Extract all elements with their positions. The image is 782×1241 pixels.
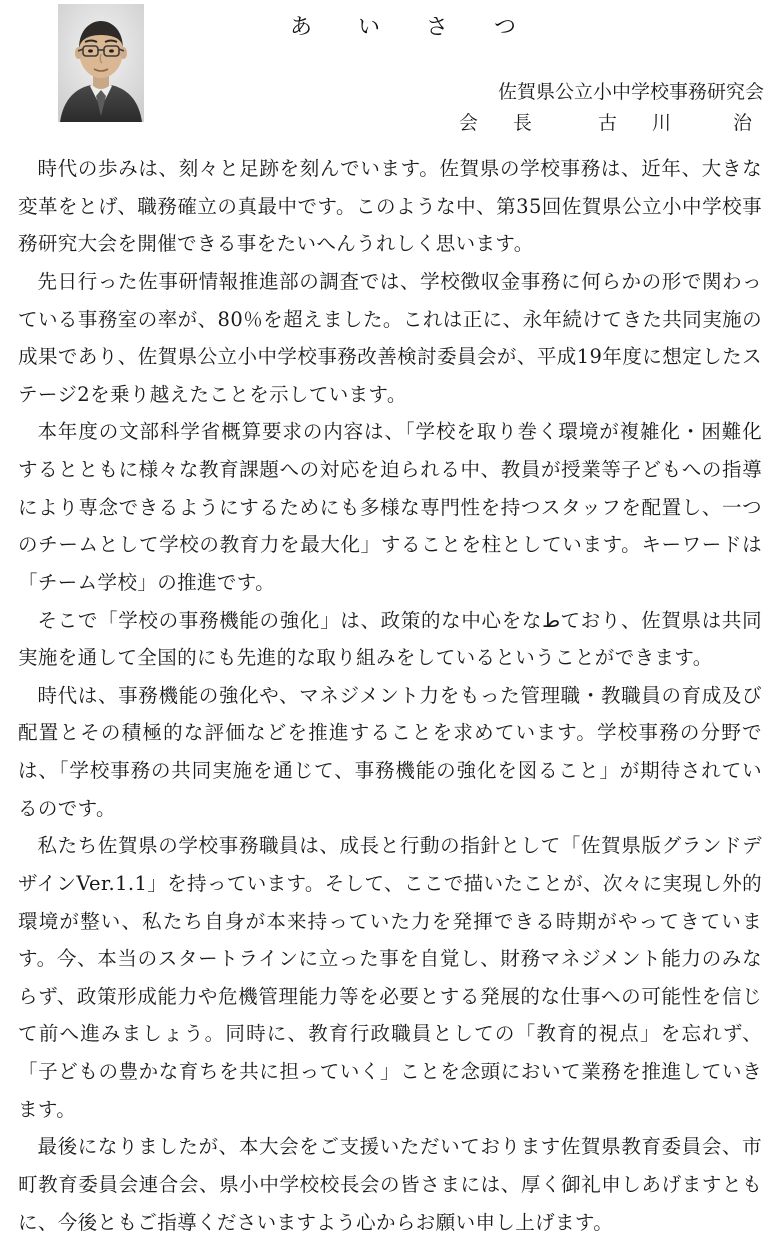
paragraph: 最後になりましたが、本大会をご支援いただいております佐賀県教育委員会、市町教育委員会連合会、県小中学校校長会の皆さまには、厚く御礼申しあげますともに、今後ともご指導くださいますよう心からお願い申し上げます。	[18, 1135, 762, 1234]
signature-person: 古 川 治	[597, 111, 760, 134]
document-header	[0, 0, 782, 150]
paragraph: 先日行った佐事研情報推進部の調査では、学校徴収金事務に何らかの形で関わっている事務室の率が、80％を超えました。これは正に、永年続けてきた共同実施の成果であり、佐賀県公立小中学校事務改善検討委員会が、平成19年度に想定したステージ2を乗り越えたことを示しています。	[18, 269, 762, 406]
signature-organization: 佐賀県公立小中学校事務研究会	[497, 81, 764, 103]
signature-name-line	[459, 109, 760, 138]
paragraph: 私たち佐賀県の学校事務職員は、成長と行動の指針として「佐賀県版グランドデザインVer.1.1」を持っています。そして、ここで描いたことが、次々に実現し外的環境が整い、私たち自身が本来持っていた力を発揮できる時期がやってきています。今、本当のスタートラインに立った事を自覚し、財務マネジメント能力のみならず、政策形成能力や危機管理能力等を必要とする発展的な仕事への可能性を信じて前へ進みましょう。同時に、教育行政職員としての「教育的視点」を忘れず、「子どもの豊かな育ちを共に担っていく」ことを念頭において業務を推進していきます。	[18, 834, 762, 1121]
page-title: あ い さ つ	[290, 15, 529, 40]
portrait-photo	[58, 4, 144, 122]
document-body	[0, 150, 782, 1241]
signature-post: 会 長	[458, 111, 540, 134]
paragraph: 時代の歩みは、刻々と足跡を刻んでいます。佐賀県の学校事務は、近年、大きな変革をとげ、職務確立の真最中です。このような中、第35回佐賀県公立小中学校事務研究大会を開催できる事をたいへんうれしく思います。	[18, 157, 762, 256]
signature-block	[459, 78, 764, 137]
paragraph: 本年度の文部科学省概算要求の内容は、「学校を取り巻く環境が複雑化・困難化するとともに様々な教育課題への対応を迫られる中、教員が授業等子どもへの指導により専念できるようにするためにも多様な専門性を持つスタッフを配置し、一つのチームとして学校の教育力を最大化」することを柱としています。キーワードは「チーム学校」の推進です。	[18, 420, 762, 594]
paragraph: 時代は、事務機能の強化や、マネジメント力をもった管理職・教職員の育成及び配置とその積極的な評価などを推進することを求めています。学校事務の分野では、「学校事務の共同実施を通じて、事務機能の強化を図ること」が期待されているのです。	[18, 683, 762, 820]
paragraph: そこで「学校の事務機能の強化」は、政策的な中心をなطており、佐賀県は共同実施を通して全国的にも先進的な取り組みをしているということができます。	[18, 608, 762, 670]
